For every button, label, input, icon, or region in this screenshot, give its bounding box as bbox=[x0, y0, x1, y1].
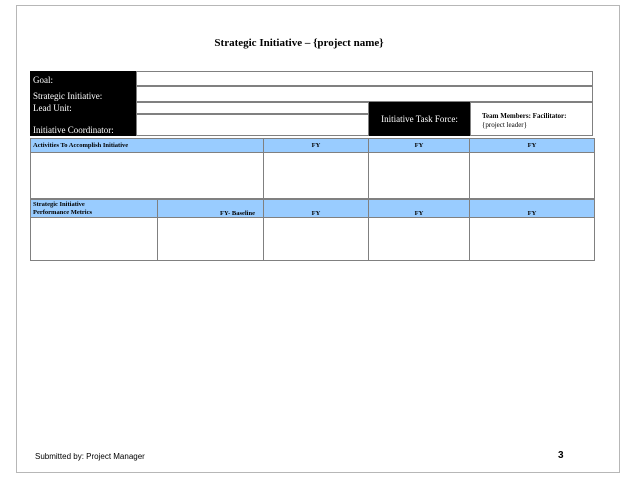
strategic-initiative-label-block bbox=[30, 86, 136, 102]
activities-fy-cell-3[interactable] bbox=[470, 153, 595, 199]
metrics-fy-header-3: FY bbox=[470, 200, 595, 218]
activities-header: Activities To Accomplish Initiative bbox=[31, 139, 264, 153]
activities-table bbox=[30, 138, 595, 199]
metrics-fy-header-1: FY bbox=[264, 200, 369, 218]
strategic-initiative-field[interactable] bbox=[136, 86, 593, 102]
metrics-header-line1: Strategic Initiative bbox=[33, 201, 85, 208]
activities-fy-header-2: FY bbox=[369, 139, 470, 153]
goal-field[interactable] bbox=[136, 71, 593, 86]
lead-unit-label: Lead Unit: bbox=[33, 103, 72, 113]
project-leader-placeholder: {project leader} bbox=[482, 121, 528, 129]
lead-unit-label-block bbox=[30, 102, 136, 114]
activities-fy-header-1: FY bbox=[264, 139, 369, 153]
initiative-coordinator-field[interactable] bbox=[136, 114, 369, 136]
strategic-initiative-label: Strategic Initiative: bbox=[33, 91, 103, 101]
metrics-table bbox=[30, 199, 595, 261]
metrics-cell[interactable] bbox=[31, 218, 158, 261]
goal-label: Goal: bbox=[33, 75, 53, 85]
metrics-body-row bbox=[31, 218, 595, 261]
activities-cell[interactable] bbox=[31, 153, 264, 199]
activities-fy-cell-1[interactable] bbox=[264, 153, 369, 199]
activities-header-row bbox=[31, 139, 595, 153]
initiative-coordinator-label: Initiative Coordinator: bbox=[33, 125, 114, 135]
metrics-fy-cell-2[interactable] bbox=[369, 218, 470, 261]
metrics-fy-cell-1[interactable] bbox=[264, 218, 369, 261]
lead-unit-field[interactable] bbox=[136, 102, 369, 114]
activities-body-row bbox=[31, 153, 595, 199]
initiative-task-force-label-block bbox=[369, 102, 470, 136]
metrics-header-line2: Performance Metrics bbox=[33, 209, 93, 216]
metrics-fy-cell-3[interactable] bbox=[470, 218, 595, 261]
activities-fy-cell-2[interactable] bbox=[369, 153, 470, 199]
metrics-fy-header-2: FY bbox=[369, 200, 470, 218]
metrics-header bbox=[31, 200, 158, 218]
page-number: 3 bbox=[558, 450, 564, 461]
activities-fy-header-3: FY bbox=[470, 139, 595, 153]
metrics-baseline-header: FY- Baseline bbox=[158, 200, 264, 218]
team-members-label: Team Members: Facilitator: bbox=[482, 112, 567, 120]
initiative-coordinator-label-block bbox=[30, 114, 136, 136]
submitted-by-text: Submitted by: Project Manager bbox=[35, 452, 145, 461]
metrics-baseline-cell[interactable] bbox=[158, 218, 264, 261]
goal-label-block bbox=[30, 71, 136, 86]
page-title: Strategic Initiative – {project name} bbox=[214, 37, 384, 49]
initiative-task-force-label: Initiative Task Force: bbox=[381, 114, 458, 124]
metrics-header-row bbox=[31, 200, 595, 218]
